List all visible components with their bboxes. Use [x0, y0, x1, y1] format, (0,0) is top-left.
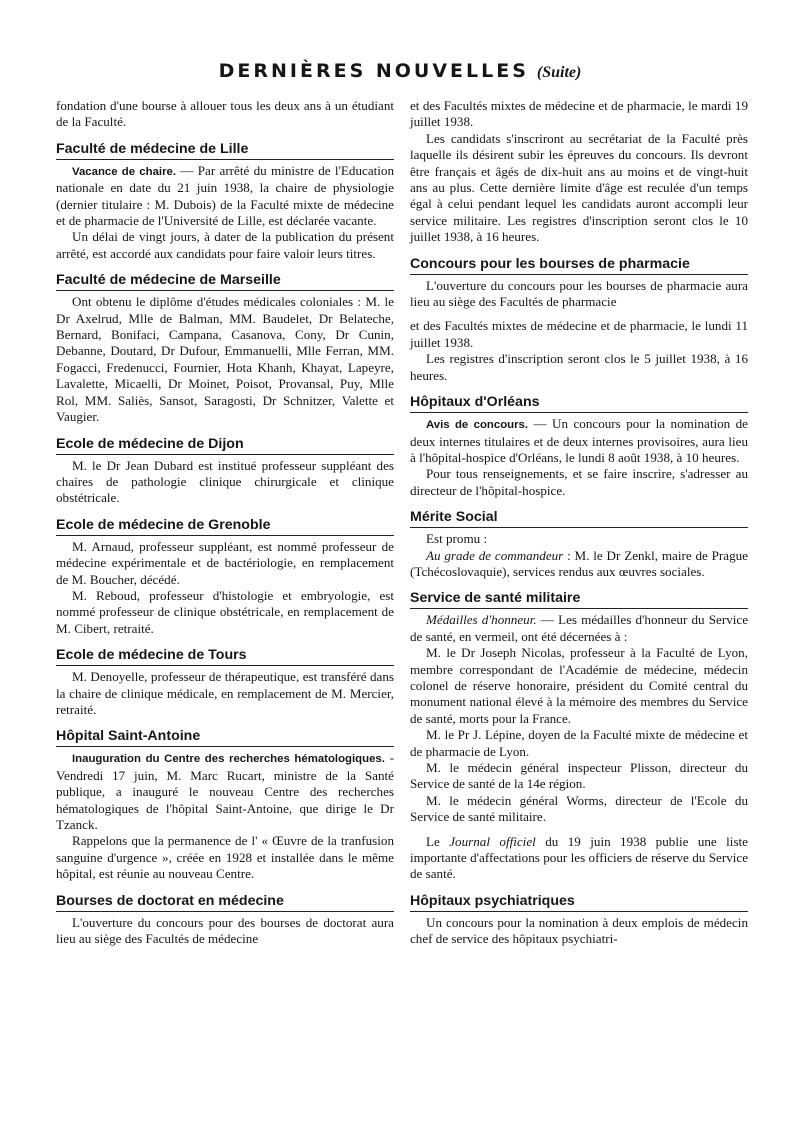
section-bourses-doctorat [56, 892, 394, 948]
paragraph: L'ouverture du concours pour les bourses de pharmacie aura lieu au siège des Facultés de pharmacie [410, 277, 748, 310]
paragraph-text: du 19 juin 1938 publie une liste importante d'affectations pour les officiers de réserve du Service de santé. [410, 833, 748, 882]
paragraph-text: Le [426, 833, 450, 849]
section-title: Hôpital Saint-Antoine [56, 727, 394, 747]
paragraph-italic: Médailles d'honneur. [426, 612, 537, 628]
paragraph: M. le médecin général Worms, directeur de l'Ecole du Service de santé militaire. [410, 792, 748, 825]
section-title: Faculté de médecine de Lille [56, 140, 394, 160]
section-title: Ecole de médecine de Dijon [56, 435, 394, 455]
paragraph: Un concours pour la nomination à deux emplois de médecin chef de service des hôpitaux psychiatri- [410, 914, 748, 947]
paragraph: M. le Dr Jean Dubard est institué professeur suppléant des chaires de pathologie clinique chirurgicale et clinique obstétricale. [56, 457, 394, 506]
paragraph [410, 612, 748, 645]
section-title: Ecole de médecine de Tours [56, 646, 394, 666]
section-title: Hôpitaux d'Orléans [410, 393, 748, 413]
paragraph [410, 416, 748, 466]
paragraph: Ont obtenu le diplôme d'études médicales coloniales : M. le Dr Axelrud, Mlle de Balman, MM. Baudelet, Dr Belateche, Bernard, Bonifaci, Campana, Casanova, Cony, Dr Cunin, Debanne, Doutard, Dr Dufour, Emmanuelli, Mlle Ferran, MM. Fogacci, Fredenucci, Fournier, Hota Khanh, Khayat, Lapeyre, Lavalette, Micaelli, Dr Moinet, Poisot, Provansal, Puy, Mlle Rol, MM. Saliès, Sansot, Saragosti, Dr Schnitzer, Valette et Vaugier. [56, 294, 394, 425]
section-bourses-pharmacie [410, 255, 748, 384]
paragraph [410, 834, 748, 883]
section-title: Ecole de médecine de Grenoble [56, 516, 394, 536]
section-saint-antoine [56, 727, 394, 882]
paragraph [56, 163, 394, 230]
section-grenoble [56, 516, 394, 637]
paragraph: M. le Pr J. Lépine, doyen de la Faculté mixte de médecine et de pharmacie de Lyon. [410, 727, 748, 759]
continued-paragraph: et des Facultés mixtes de médecine et de pharmacie, le mardi 19 juillet 1938. [410, 98, 748, 130]
paragraph-text: — Les médailles d'honneur du Service de santé, en vermeil, ont été décernées à : [410, 612, 749, 644]
section-dijon [56, 435, 394, 507]
section-title: Hôpitaux psychiatriques [410, 892, 748, 912]
paragraph-lead: Inauguration du Centre des recherches hématologiques. [72, 753, 385, 766]
paragraph: Pour tous renseignements, et se faire inscrire, s'adresser au directeur de l'hôpital-hospice. [410, 466, 748, 498]
paragraph: M. le médecin général inspecteur Plisson, directeur du Service de santé de la 14e région. [410, 760, 748, 792]
paragraph: M. Denoyelle, professeur de thérapeutique, est transféré dans la chaire de clinique médicale, en remplacement de M. Mercier, retraité. [56, 669, 394, 717]
paragraph: M. Arnaud, professeur suppléant, est nommé professeur de médecine expérimentale et de bactériologie, en remplacement de M. Boucher, décédé. [56, 538, 394, 587]
section-title: Faculté de médecine de Marseille [56, 271, 394, 291]
paragraph [410, 548, 748, 581]
left-column [56, 98, 394, 947]
running-head [0, 60, 800, 82]
paragraph: Un délai de vingt jours, à dater de la publication du présent arrêté, est accordé aux candidats pour faire valoir leurs titres. [56, 229, 394, 261]
paragraph-lead: Vacance de chaire. [72, 165, 177, 178]
paragraph: Est promu : [426, 531, 488, 547]
section-orleans [410, 393, 748, 499]
paragraph-lead: Avis de concours. [426, 419, 529, 432]
section-title: Service de santé militaire [410, 589, 748, 609]
continued-paragraph: fondation d'une bourse à allouer tous les deux ans à un étudiant de la Faculté. [56, 98, 394, 130]
paragraph-text: : M. le Dr Zenkl, maire de Prague (Tchécoslovaquie), services rendus aux œuvres sociales. [410, 547, 748, 579]
section-title: Bourses de doctorat en médecine [56, 892, 394, 912]
paragraph: M. le Dr Joseph Nicolas, professeur à la Faculté de Lyon, membre correspondant de l'Académie de médecine, médecin colonel de réserve honoraire, président du Comité central du monument national élevé à la mémoire des membres du Service de santé, morts pour la France. [410, 645, 748, 726]
right-column [410, 98, 748, 948]
section-merite-social [410, 508, 748, 580]
section-title: Mérite Social [410, 508, 748, 528]
section-psychiatriques [410, 892, 748, 948]
running-head-suffix: (Suite) [536, 64, 582, 81]
paragraph-text: — Un concours pour la nomination de deux internes titulaires et de deux internes provisoires, aura lieu à l'hôpital-hospice d'Orléans, le lundi 8 août 1938, à 10 heures. [410, 416, 748, 465]
section-title: Concours pour les bourses de pharmacie [410, 255, 748, 275]
paragraph-italic: Journal officiel [449, 833, 536, 849]
paragraph [56, 750, 394, 833]
paragraph: M. Reboud, professeur d'histologie et embryologie, est nommé professeur de clinique obstétricale, en remplacement de M. Cibert, retraité. [56, 587, 394, 636]
paragraph-text: — Par arrêté du ministre de l'Education nationale en date du 21 juin 1938, la chaire de physiologie (dernier titulaire : M. Dubois) de la Faculté mixte de médecine et de pharmacie de l'Université de Lille, est déclarée vacante. [56, 162, 395, 229]
paragraph-text: - Vendredi 17 juin, M. Marc Rucart, ministre de la Santé publique, a inauguré le nouveau Centre des recherches hématologiques de l'hôpital Saint-Antoine, que dirige le Dr Tzanck. [56, 750, 394, 832]
paragraph-italic: Au grade de commandeur [426, 547, 564, 563]
section-lille [56, 140, 394, 262]
paragraph: Rappelons que la permanence de l' « Œuvre de la tranfusion sanguine d'urgence », créée en 1928 et installée dans le même hôpital, est réunie au nouveau Centre. [56, 833, 394, 882]
section-marseille [56, 271, 394, 425]
paragraph: Les candidats s'inscriront au secrétariat de la Faculté près laquelle ils désirent subir les épreuves du concours. Ils devront être français et âgés de dix-huit ans au moins et de vingt-huit ans au plus. Cette dernière limite d'âge est reculée d'un temps égal à celui pendant lequel les candidats auront accompli leur service militaire. Les registres d'inscription seront clos le 10 juillet 1938, à 16 heures. [410, 130, 748, 245]
running-head-title: DERNIÈRES NOUVELLES [218, 60, 529, 82]
section-sante-militaire [410, 589, 748, 883]
paragraph: Les registres d'inscription seront clos le 5 juillet 1938, à 16 heures. [410, 351, 748, 383]
paragraph: L'ouverture du concours pour des bourses de doctorat aura lieu au siège des Facultés de médecine [56, 914, 394, 947]
paragraph: et des Facultés mixtes de médecine et de pharmacie, le lundi 11 juillet 1938. [410, 318, 748, 350]
section-tours [56, 646, 394, 718]
